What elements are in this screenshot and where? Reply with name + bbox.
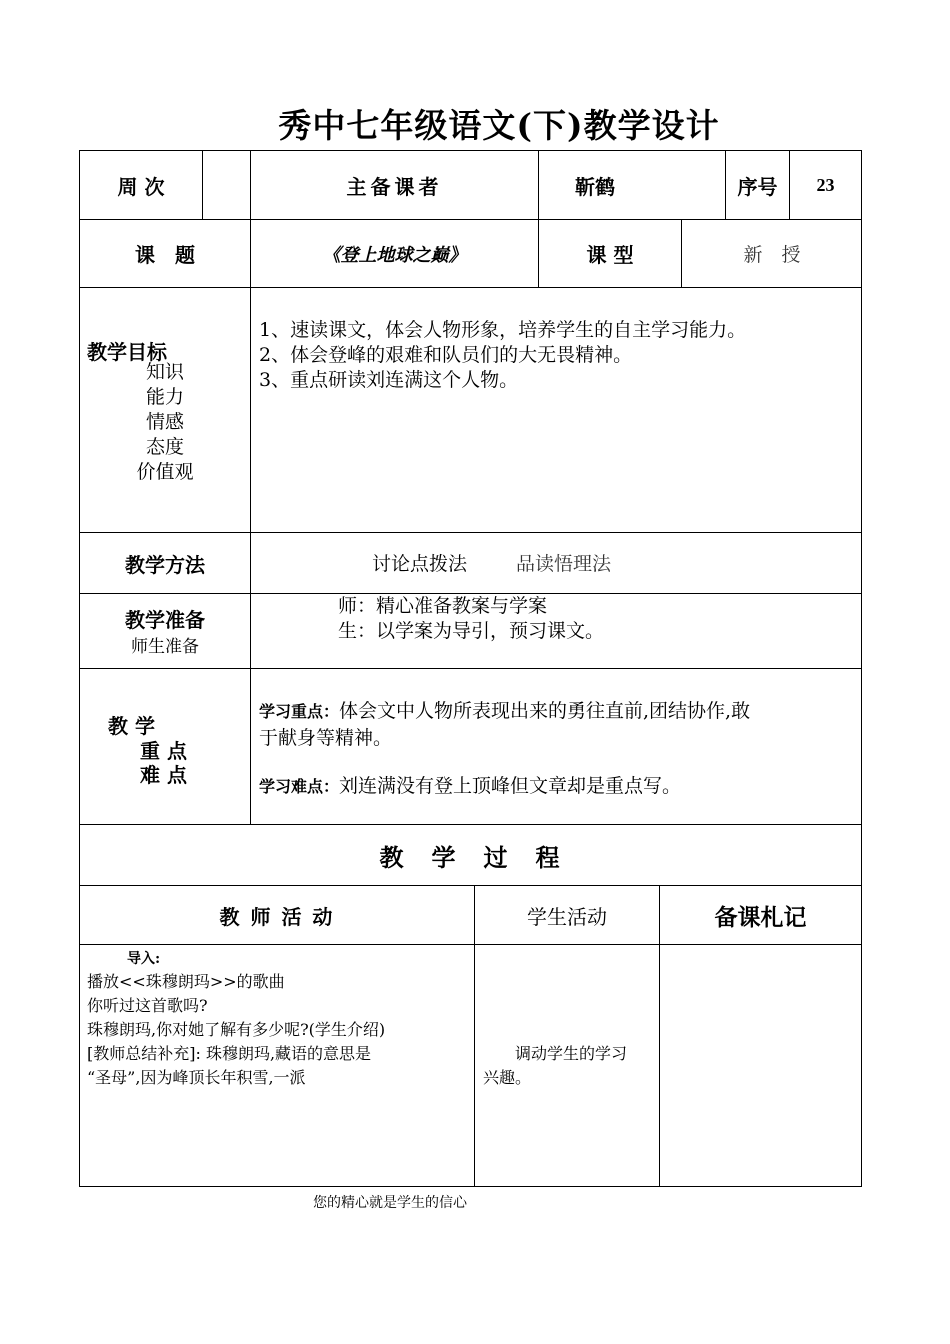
goals-sub-labels — [80, 360, 250, 485]
keypoints-label-1: 教 学 — [108, 714, 155, 738]
row-divider — [79, 668, 862, 669]
method-value-1: 讨论点拨法 — [372, 553, 468, 575]
lesson-label: 课 题 — [135, 243, 195, 267]
goals-sub-label: 态度 — [145, 436, 184, 458]
focus-label: 学习重点： — [259, 702, 340, 721]
type-label: 课 型 — [586, 243, 634, 267]
student-line: 兴趣。 — [483, 1068, 532, 1087]
teacher-line: 播放<<珠穆朗玛>>的歌曲 — [87, 972, 285, 991]
number-label: 序号 — [737, 174, 778, 199]
prep-sub-label: 师生准备 — [131, 637, 199, 657]
row-divider — [79, 287, 862, 288]
teacher-activity — [87, 970, 472, 1090]
difficulty-label: 学习难点： — [259, 777, 340, 796]
goals-sub-label: 价值观 — [136, 461, 194, 483]
goal-item: 2、体会登峰的艰难和队员们的大无畏精神。 — [259, 344, 633, 366]
teacher-line: “圣母”,因为峰顶长年积雪,一派 — [87, 1068, 306, 1087]
goals-sub-label: 情感 — [145, 411, 184, 433]
goal-item: 3、重点研读刘连满这个人物。 — [259, 369, 519, 391]
teacher-line: 珠穆朗玛,你对她了解有多少呢?(学生介绍) — [87, 1020, 386, 1039]
col-student-header: 学生活动 — [527, 904, 607, 929]
method-value-2: 品读悟理法 — [516, 553, 612, 575]
lesson-value: 《登上地球之巅》 — [322, 244, 467, 266]
row-divider — [79, 944, 862, 945]
method-label: 教学方法 — [125, 552, 205, 577]
student-line: 调动学生的学习 — [515, 1044, 628, 1063]
goal-item: 1、速读课文，体会人物形象，培养学生的自主学习能力。 — [259, 319, 747, 341]
prep-teacher: 师：精心准备教案与学案 — [338, 595, 548, 617]
goals-sub-label: 能力 — [145, 386, 184, 408]
focus-text: 体会文中人物所表现出来的勇往直前,团结协作,敢 — [339, 700, 751, 722]
goals-sub-label: 知识 — [145, 361, 184, 383]
process-title: 教 学 过 程 — [379, 842, 562, 872]
number-value: 23 — [816, 174, 835, 195]
goals-label: 教学目标 — [87, 340, 167, 364]
week-value — [203, 151, 250, 219]
keypoints-focus — [259, 698, 859, 751]
teacher-line: [教师总结补充]: 珠穆朗玛,藏语的意思是 — [87, 1044, 372, 1063]
preparer-label: 主备课者 — [346, 174, 443, 199]
intro-label: 导入: — [127, 951, 161, 967]
prep-student: 生：以学案为导引，预习课文。 — [338, 620, 605, 642]
page-footer: 您的精心就是学生的信心 — [313, 1195, 467, 1211]
student-activity — [483, 1042, 655, 1090]
goals-list — [259, 318, 859, 393]
teacher-line: 你听过这首歌吗? — [87, 996, 208, 1015]
week-label: 周 次 — [117, 174, 165, 199]
col-notes-header: 备课札记 — [714, 903, 807, 931]
preparer-value: 靳鹤 — [575, 174, 615, 199]
difficulty-text: 刘连满没有登上顶峰但文章却是重点写。 — [339, 775, 682, 797]
type-value: 新 授 — [743, 244, 801, 266]
page-title: 秀中七年级语文(下)教学设计 — [278, 106, 720, 145]
keypoints-label-3: 难 点 — [140, 763, 187, 787]
prep-content — [338, 594, 604, 644]
col-teacher-header: 教 师 活 动 — [219, 904, 335, 929]
prep-label: 教学准备 — [125, 608, 205, 632]
keypoints-label-2: 重 点 — [140, 739, 187, 763]
focus-text-cont: 于献身等精神。 — [259, 727, 393, 749]
keypoints-difficulty — [259, 773, 859, 800]
